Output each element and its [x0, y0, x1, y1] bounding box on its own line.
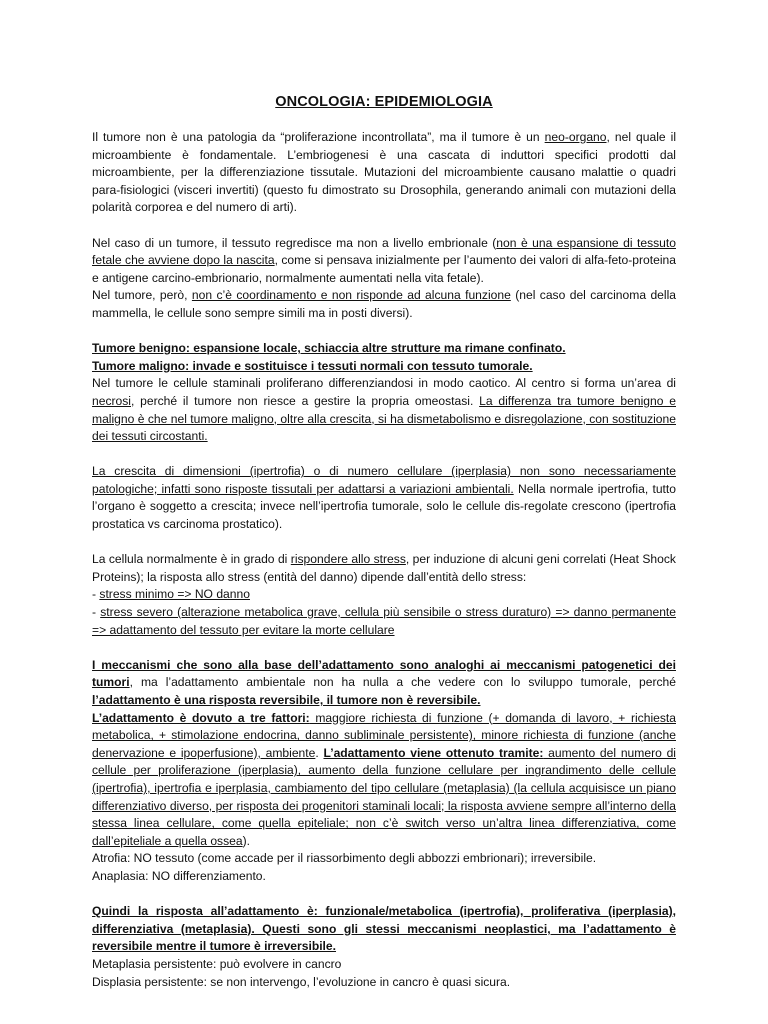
text-run: , per induzione di alcuni geni correlati (Heat Shock Proteins); la risposta allo stress (entità del danno) dipende dall’entità dello stress: [92, 552, 676, 584]
paragraph-growth [92, 463, 676, 533]
underlined-text: non c’è coordinamento e non risponde ad alcuna funzione [191, 288, 511, 303]
text-run: Nel tumore le cellule staminali proliferano differenziandosi in modo caotico. Al centro si forma un’area di [92, 376, 676, 391]
underlined-text: La crescita di dimensioni (ipertrofia) o di numero cellulare (iperplasia) non sono necessariamente patologiche; infatti sono risposte tissutali per adattarsi a variazioni ambientali. [92, 464, 676, 496]
underlined-text: rispondere allo stress [290, 552, 406, 567]
underlined-text: maggiore richiesta di funzione (+ domanda di lavoro, + richiesta metabolica, + stimolazione endocrina, danno subliminale persistente), minore richiesta di funzione (anche denervazione e ipoperfusione), ambiente [92, 710, 676, 760]
anaplasia-definition: Anaplasia: NO differenziamento. [92, 868, 266, 883]
text-run: Nel caso di un tumore, il tessuto regredisce ma non a livello embrionale ( [92, 235, 497, 250]
underlined-text: La differenza tra tumore benigno e maligno è che nel tumore maligno, oltre alla crescita, si ha dismetabolismo e disregolazione, con sostituzione dei tessuti circostanti. [92, 393, 676, 444]
list-item [92, 586, 676, 604]
text-run: (nel caso del carcinoma della mammella, le cellule sono sempre simili ma in posti diversi). [92, 288, 676, 320]
text-run: , nel quale il microambiente è fondamentale. L’embriogenesi è una cascata di induttori specifici prodotti dal microambiente, per la differenziazione tissutale. Mutazioni del microambiente causano malattie o quadri para-fisiologici (visceri invertiti) (questo fu dimostrato su Drosophila, generando animali con mutazioni della polarità corporea e del numero di arti). [92, 130, 677, 215]
document-page [92, 94, 676, 991]
benign-tumor-definition: Tumore benigno: espansione locale, schiaccia altre strutture ma rimane confinato. [92, 341, 566, 356]
bold-underlined-text: l’adattamento è una risposta reversibile, il tumore non è reversibile. [92, 693, 481, 707]
text-run: Nel tumore, però, [92, 288, 192, 303]
paragraph-stress [92, 551, 676, 586]
dysplasia-note: Displasia persistente: se non intervengo, l’evoluzione in cancro è quasi sicura. [92, 974, 511, 989]
text-run: Il tumore non è una patologia da “proliferazione incontrollata”, ma il tumore è un [92, 130, 545, 144]
bullet-dash: - [92, 587, 100, 602]
bold-underlined-text: I meccanismi che sono alla base dell’adattamento sono analoghi ai meccanismi patogenetici dei tumori [92, 657, 676, 690]
underlined-text: stress minimo => NO danno [99, 587, 250, 602]
paragraph-necrosis [92, 375, 676, 445]
underlined-text: non è una espansione di tessuto fetale che avviene dopo la nascita [92, 235, 676, 268]
bullet-dash: - [92, 605, 101, 620]
malignant-tumor-definition: Tumore maligno: invade e sostituisce i tessuti normali con tessuto tumorale. [92, 358, 533, 373]
text-run: , come si pensava inizialmente per l’aumento dei valori di alfa-feto-proteina e antigene carcino-embrionario, normalmente aumentati nella vita fetale). [92, 253, 676, 285]
paragraph-coordination [92, 287, 676, 322]
paragraph-adaptation [92, 657, 676, 710]
paragraph-neo-organ [92, 129, 676, 217]
bold-underlined-text: L’adattamento viene ottenuto tramite: [323, 745, 544, 760]
text-run: La cellula normalmente è in grado di [92, 552, 291, 567]
text-run: , perché il tumore non riesce a gestire la propria omeostasi. [131, 393, 480, 408]
list-item [92, 604, 676, 639]
text-run: , ma l’adattamento ambientale non ha nulla a che vedere con lo sviluppo tumorale, perché [129, 675, 676, 690]
underlined-text: aumento del numero di cellule per proliferazione (iperplasia), aumento della funzione cellulare per ingrandimento delle cellule (ipertrofia), ipertrofia e iperplasia, cambiamento del tipo cellulare (metaplasia) (la cellula acquisisce un piano differenziativo diverso, per risposta dei progenitori staminali locali; la risposta avviene sempre all’interno della stessa linea cellulare, come quella epiteliale; non c’è switch verso un’altra linea differenziativa, come dall’epiteliale a quella ossea [92, 745, 676, 848]
metaplasia-note: Metaplasia persistente: può evolvere in cancro [92, 956, 342, 971]
text-run: ). [242, 833, 250, 848]
paragraph-regression [92, 235, 676, 288]
text-run: . [315, 745, 324, 760]
paragraph-adaptation-factors [92, 710, 676, 851]
underlined-text: necrosi [92, 393, 131, 408]
underlined-text: stress severo (alterazione metabolica grave, cellula più sensibile o stress duraturo) => danno permanente => adattamento del tessuto per evitare la morte cellulare [92, 605, 677, 637]
page-title: ONCOLOGIA: EPIDEMIOLOGIA [275, 94, 493, 110]
underlined-text: neo-organo [544, 130, 607, 144]
adaptation-summary: Quindi la risposta all’adattamento è: funzionale/metabolica (ipertrofia), proliferativa (iperplasia), differenziativa (metaplasia). Questi sono gli stessi meccanismi neoplastici, ma l’adattamento è reversibile mentre il tumore è irreversibile. [92, 904, 676, 954]
atrophy-definition: Atrofia: NO tessuto (come accade per il riassorbimento degli abbozzi embrionari); irreversibile. [92, 851, 597, 866]
bold-underlined-text: L’adattamento è dovuto a tre fattori: [92, 710, 310, 725]
text-run: Nella normale ipertrofia, tutto l’organo è soggetto a crescita; invece nell’ipertrofia tumorale, solo le cellule dis-regolate crescono (ipertrofia prostatica vs carcinoma prostatico). [92, 481, 676, 532]
